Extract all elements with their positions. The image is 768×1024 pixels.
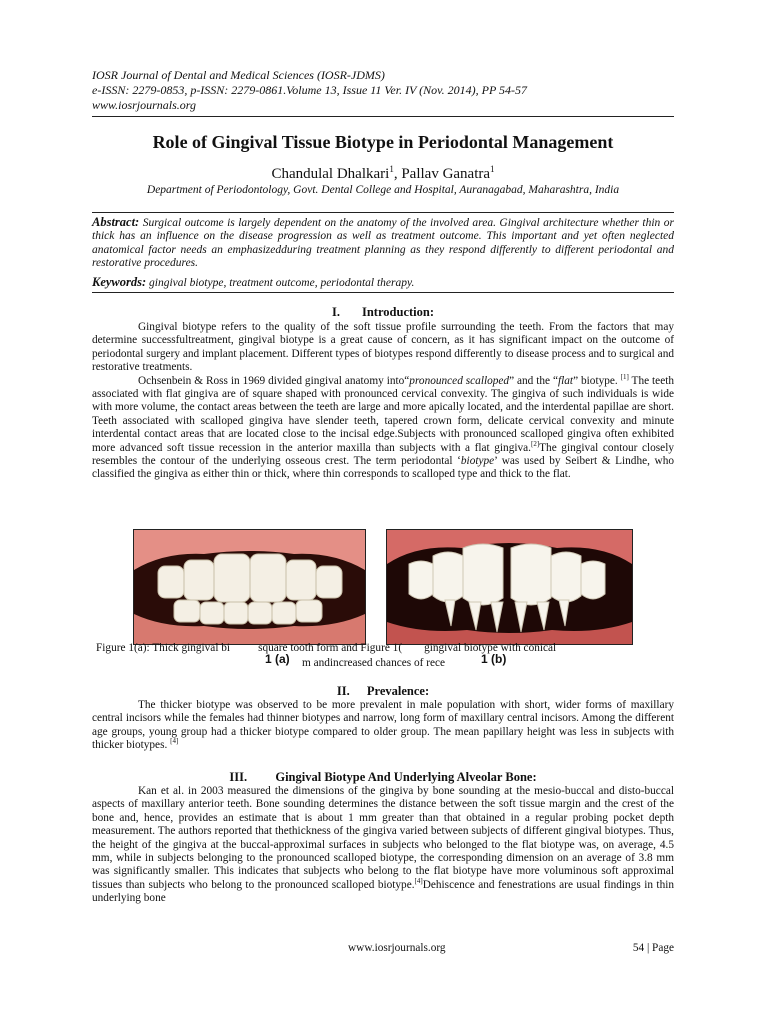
abstract-rule-top <box>92 212 674 213</box>
text-run: The teeth associated with flat gingiva are of square shaped with pronounced cervical convexity. The gingiva of such individuals is wide with more volume, the contact areas between the teeth are large and more apically located, and the interdental papillae are short. Teeth associated with scalloped gingiva have slender teeth, tapered crown form, delicate cervical convexity and minute interdental contact areas that are located close to the incisal edge.Subjects with pronounced scalloped gingiva often exhibited more advanced soft tissue recession in the anterior maxilla than subjects with a flat gingiva. <box>92 374 674 454</box>
text-run: Ochsenbein & Ross in 1969 divided gingival anatomy into“ <box>138 374 410 387</box>
section-title: Introduction: <box>361 305 434 319</box>
text-run-italic: pronounced scalloped <box>409 374 510 387</box>
text-run: ” biotype. <box>573 374 621 387</box>
prevalence-body <box>92 699 674 753</box>
abstract-text: Surgical outcome is largely dependent on the anatomy of the involved area. Gingival architecture whether thin or thick has an influence on the disease progression as well as treatment outcome. This important and yet often neglected anatomical factor needs an emphasizedduring treatment planning as they respond differently to different periodontal and restorative procedures. <box>92 217 674 270</box>
text-run: Dehiscence and fenestrations are usual findings in thin underlying bone <box>92 878 675 905</box>
section-heading-introduction <box>92 305 674 320</box>
paragraph <box>92 372 674 482</box>
citation[interactable]: [1] <box>620 372 629 381</box>
keywords <box>92 275 674 290</box>
caption-fragment: Figure 1(a): Thick gingival bi <box>96 642 231 654</box>
caption-fragment: gingival biotype with conical <box>424 642 557 654</box>
smile-thick-illustration <box>134 530 365 644</box>
journal-header <box>92 68 527 113</box>
section-number: II. <box>336 684 350 698</box>
section-title: Prevalence: <box>366 684 430 698</box>
keywords-label: Keywords: <box>92 275 147 289</box>
affiliation: Department of Periodontology, Govt. Dental College and Hospital, Auranagabad, Maharashtra, India <box>146 184 620 196</box>
bone-body <box>92 785 674 906</box>
author-name: Pallav Ganatra <box>401 166 491 182</box>
text-run: ’ was used by Seibert & Lindhe, who classified the gingiva as either thin or thick, where thin corresponds to scalloped type and thick to the flat. <box>92 455 674 481</box>
text-run: Kan et al. in 2003 measured the dimensions of the gingiva by bone sounding at the mesio-buccal and disto-buccal aspects of maxillary anterior teeth. Bone sounding determines the distance between the soft tissue margin and the crest of the bone and, hence, provides an estimate that is about 1 mm greater than that obtained in a regular probing pocket depth measurement. The authors reported that thethickness of the gingiva varied between subjects of different gingival biotypes. Thus, the height of the gingiva at the buccal-approximal surfaces in subjects who belonged to the flat biotype was, on average, 4.5 mm, while in subjects belonging to the pronounced scalloped biotype, the corresponding dimension on an average of 3.8 mm was significantly smaller. This indicates that subjects who belong to the flat biotype have more voluminous soft approximal tissues than subjects who belong to the pronounced scalloped biotype. <box>92 785 674 891</box>
abstract-rule-bottom <box>92 292 674 293</box>
author-affiliation-mark: 1 <box>490 164 495 174</box>
figure-label-b: 1 (b) <box>481 652 507 666</box>
abstract <box>92 216 674 271</box>
journal-name: IOSR Journal of Dental and Medical Sciences (IOSR-JDMS) <box>92 68 385 82</box>
journal-site[interactable]: www.iosrjournals.org <box>92 98 197 112</box>
footer-site[interactable]: www.iosrjournals.org <box>348 942 446 954</box>
page-number: 54 | Page <box>632 942 674 954</box>
section-heading-bone <box>92 770 674 785</box>
section-number: I. <box>331 305 340 319</box>
section-heading-prevalence <box>92 684 674 699</box>
paper-title: Role of Gingival Tissue Biotype in Periodontal Management <box>152 132 614 152</box>
introduction-body <box>92 321 674 482</box>
header-rule <box>92 116 674 117</box>
author-separator: , <box>393 166 402 182</box>
text-run: The gingival contour closely resembles the contour of the underlying osseous crest. The term periodontal ‘ <box>92 441 674 468</box>
paragraph <box>92 785 674 906</box>
caption-fragment: square tooth form and Figure 1( <box>258 642 403 654</box>
abstract-label: Abstract: <box>92 215 140 229</box>
section-title: Gingival Biotype And Underlying Alveolar Bone: <box>275 770 537 784</box>
paragraph <box>92 699 674 753</box>
journal-issn: e-ISSN: 2279-0853, p-ISSN: 2279-0861.Volume 13, Issue 11 Ver. IV (Nov. 2014), PP 54-57 <box>92 83 528 97</box>
smile-thin-illustration <box>387 530 632 644</box>
author-name: Chandulal Dhalkari <box>271 166 390 182</box>
text-run-italic: flat <box>558 374 574 387</box>
text-run-italic: biotype <box>460 455 495 468</box>
paragraph: Gingival biotype refers to the quality of the soft tissue profile surrounding the teeth. From the factors that may determine successfultreatment, gingival biotype is a great cause of concern, as it has significant impact on the outcome of periodontal surgery and implant placement. Different types of biotypes respond differently to disease process and to surgical and restorative treatments. <box>92 321 674 374</box>
figure-label-a: 1 (a) <box>265 652 290 666</box>
caption-line <box>96 656 674 671</box>
text-run: ” and the “ <box>509 374 558 387</box>
figure-photo-thin-biotype <box>386 529 633 645</box>
citation[interactable]: [4] <box>170 737 179 746</box>
section-number: III. <box>229 770 248 784</box>
text-run: The thicker biotype was observed to be more prevalent in male population with short, wider forms of maxillary central incisors while the females had thinner biotypes and narrow, long form of maxillary central incisors. Among the different age groups, young group had a thicker biotype compared to older group. The mean papillary height was less in subjects with thicker biotypes. <box>92 699 674 752</box>
keywords-text: gingival biotype, treatment outcome, periodontal therapy. <box>146 277 415 289</box>
caption-fragment: m andincreased chances of rece <box>302 657 446 669</box>
citation[interactable]: [2] <box>530 439 540 448</box>
figure-photo-thick-biotype <box>133 529 366 645</box>
author-list <box>92 164 674 183</box>
caption-line <box>96 641 674 656</box>
figure-caption <box>96 641 674 671</box>
citation[interactable]: [4] <box>414 877 423 886</box>
author-affiliation-mark: 1 <box>389 164 394 174</box>
